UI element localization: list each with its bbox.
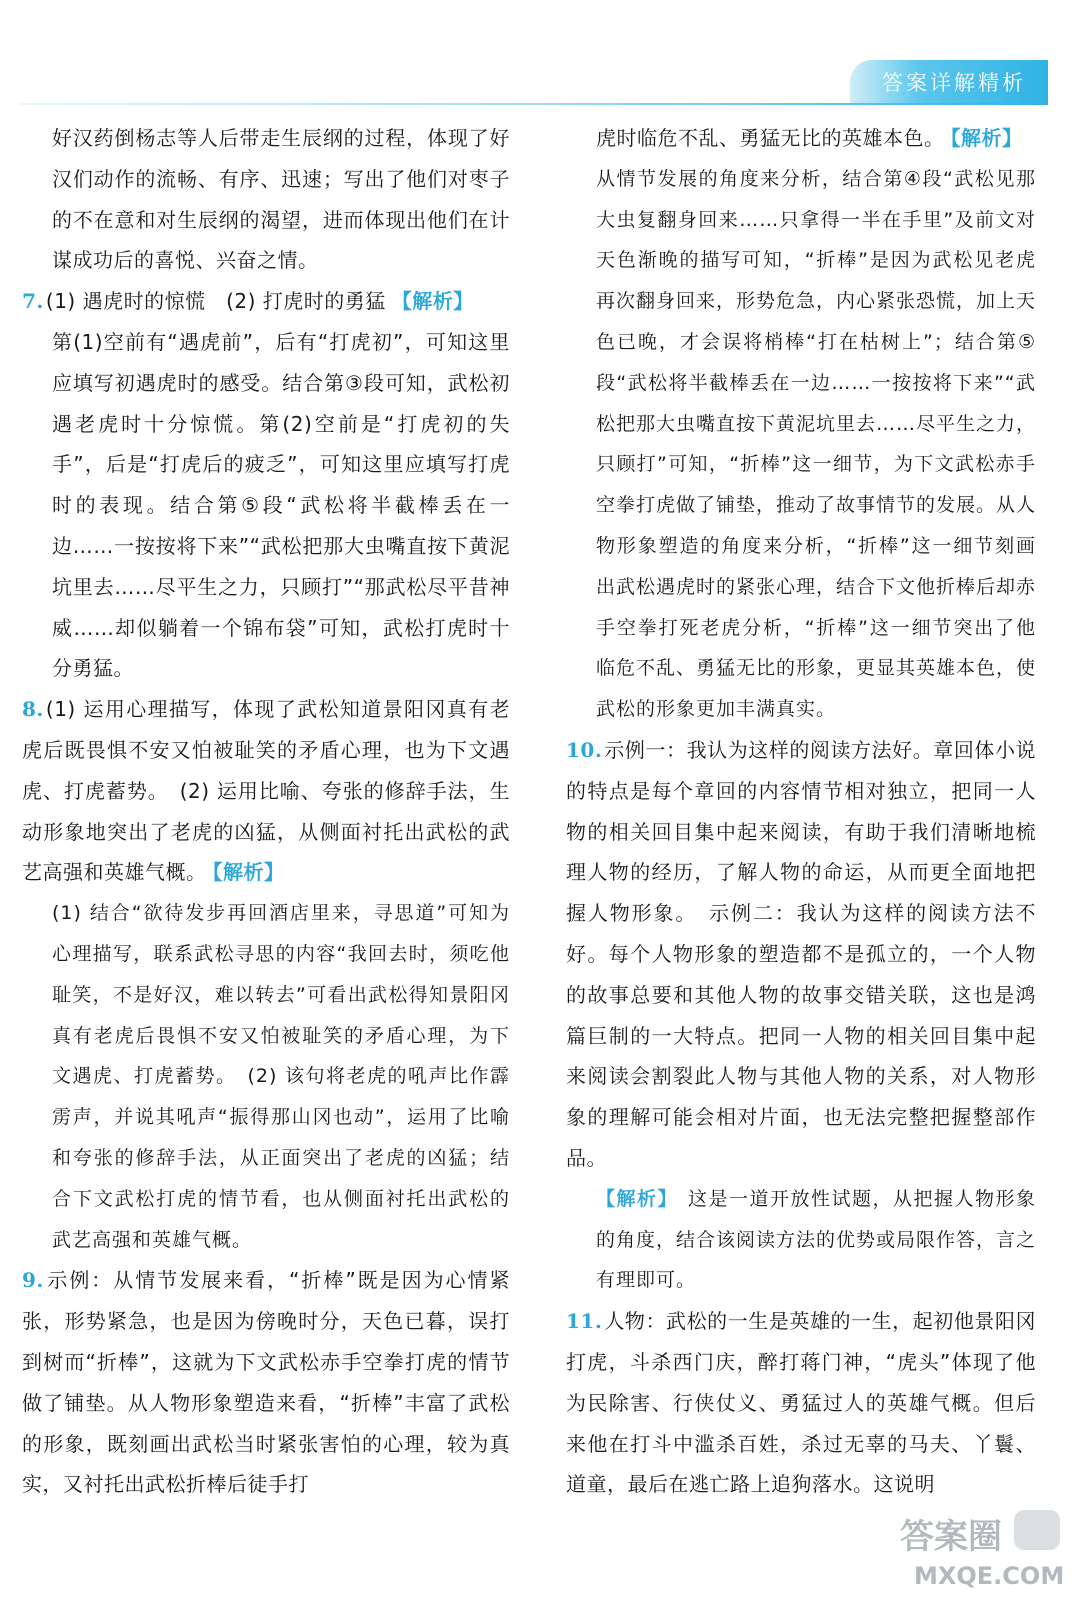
question-number: 11. [566, 1309, 603, 1334]
left-paragraph-q7a [22, 322, 510, 689]
question-number: 8. [22, 697, 44, 722]
question-number: 7. [22, 289, 44, 314]
right-paragraph-b2 [566, 159, 1036, 730]
paragraph-text: (1) 结合“欲待发步再回酒店里来，寻思道”可知为心理描写，联系武松寻思的内容“我回去时，须吃他耻笑，不是好汉，难以转去”可看出武松得知景阳冈真有老虎后畏惧不安又怕被耻笑的矛盾心理，为下文遇虎、打虎蓄势。 (2) 该句将老虎的吼声比作霹雳声，并说其吼声“振得那山冈也动”，运用了比喻和夸张的修辞手法，从正面突出了老虎的凶猛；结合下文武松打虎的情节看，也从侧面衬托出武松的武艺高强和英雄气概。 [52, 902, 510, 1251]
left-paragraph-q8 [22, 689, 510, 893]
right-column [566, 118, 1036, 1505]
watermark-title: 答案圈 [900, 1517, 1002, 1557]
analysis-tag: 【解析】 [391, 289, 474, 314]
paragraph-text: (1) 运用心理描写，体现了武松知道景阳冈真有老虎后既畏惧不安又怕被耻笑的矛盾心理，也为下文遇虎、打虎蓄势。 (2) 运用比喻、夸张的修辞手法，生动形象地突出了老虎的凶猛，从侧面衬托出武松的武艺高强和英雄气概。 [22, 697, 510, 885]
analysis-tag: 【解析】 [212, 860, 285, 885]
question-number: 10. [566, 737, 603, 762]
paragraph-text: 好汉药倒杨志等人后带走生辰纲的过程，体现了好汉们动作的流畅、有序、迅速；写出了他们对枣子的不在意和对生辰纲的渴望，进而体现出他们在计谋成功后的喜悦、兴奋之情。 [52, 126, 510, 273]
watermark-domain: MXQE.COM [914, 1562, 1065, 1590]
right-paragraph-q10a [566, 1179, 1036, 1301]
left-column [22, 118, 510, 1505]
right-paragraph-q11 [566, 1301, 1036, 1505]
paragraph-text: 示例：从情节发展来看，“折棒”既是因为心情紧张，形势紧急，也是因为傍晚时分，天色已暮，误打到树而“折棒”，这就为下文武松赤手空拳打虎的情节做了铺垫。从人物形象塑造来看，“折棒”丰富了武松的形象，既刻画出武松当时紧张害怕的心理，较为真实，又衬托出武松折棒后徒手打 [22, 1268, 510, 1497]
left-paragraph-q8a [22, 893, 510, 1260]
header-section-tab [850, 60, 1048, 104]
right-paragraph-q10 [566, 730, 1036, 1179]
paragraph-text: (1) 遇虎时的惊慌 (2) 打虎时的勇猛 [45, 289, 386, 314]
analysis-tag: 【解析】 [596, 1187, 678, 1210]
header-label: 答案详解精析 [882, 71, 1026, 95]
right-paragraph-b1 [566, 118, 1036, 159]
paragraph-text: 从情节发展的角度来分析，结合第④段“武松见那大虫复翻身回来……只拿得一半在手里”及前文对天色渐晚的描写可知，“折棒”是因为武松见老虎再次翻身回来，形势危急，内心紧张恐慌，加上天色已晚，才会误将梢棒“打在枯树上”；结合第⑤段“武松将半截棒丢在一边……一按按将下来”“武松把那大虫嘴直按下黄泥坑里去……尽平生之力，只顾打”可知，“折棒”这一细节，为下文武松赤手空拳打虎做了铺垫，推动了故事情节的发展。从人物形象塑造的角度来分析，“折棒”这一细节刻画出武松遇虎时的紧张心理，结合下文他折棒后却赤手空拳打死老虎分析，“折棒”这一细节突出了他临危不乱、勇猛无比的形象，更显其英雄本色，使武松的形象更加丰满真实。 [596, 167, 1037, 721]
watermark-logo [896, 1508, 1066, 1592]
paragraph-text: 这是一道开放性试题，从把握人物形象的角度，结合该阅读方法的优势或局限作答，言之有理即可。 [596, 1187, 1037, 1292]
paragraph-text: 第(1)空前有“遇虎前”，后有“打虎初”，可知这里应填写初遇虎时的感受。结合第③段可知，武松初遇老虎时十分惊慌。第(2)空前是“打虎初的失手”，后是“打虎后的疲乏”，可知这里应填写打虎时的表现。结合第⑤段“武松将半截棒丢在一边……一按按将下来”“武松把那大虫嘴直按下黄泥坑里去……尽平生之力，只顾打”“那武松尽平昔神威……却似躺着一个锦布袋”可知，武松打虎时十分勇猛。 [52, 329, 510, 681]
paragraph-text: 示例一：我认为这样的阅读方法好。章回体小说的特点是每个章回的内容情节相对独立，把同一人物的相关回目集中起来阅读，有助于我们清晰地梳理人物的经历，了解人物的命运，从而更全面地把握人物形象。 示例二：我认为这样的阅读方法不好。每个人物形象的塑造都不是孤立的，一个人物的故事总要和其他人物的故事交错关联，这也是鸿篇巨制的一大特点。把同一人物的相关回目集中起来阅读会割裂此人物与其他人物的关系，对人物形象的理解可能会相对片面，也无法完整把握整部作品。 [566, 737, 1036, 1170]
watermark-badge-icon [1014, 1510, 1060, 1550]
paragraph-text: 虎时临危不乱、勇猛无比的英雄本色。 [596, 126, 945, 150]
header-rule [20, 103, 1048, 105]
paragraph-text: 人物：武松的一生是英雄的一生，起初他景阳冈打虎，斗杀西门庆，醉打蒋门神，“虎头”体现了他为民除害、行侠仗义、勇猛过人的英雄气概。但后来他在打斗中滥杀百姓，杀过无辜的马夫、丫鬟、道童，最后在逃亡路上追狗落水。这说明 [566, 1309, 1036, 1497]
left-paragraph-q7 [22, 281, 510, 322]
left-paragraph-q9 [22, 1260, 510, 1505]
question-number: 9. [22, 1268, 44, 1293]
analysis-tag: 【解析】 [950, 126, 1023, 150]
left-paragraph-a1 [22, 118, 510, 281]
